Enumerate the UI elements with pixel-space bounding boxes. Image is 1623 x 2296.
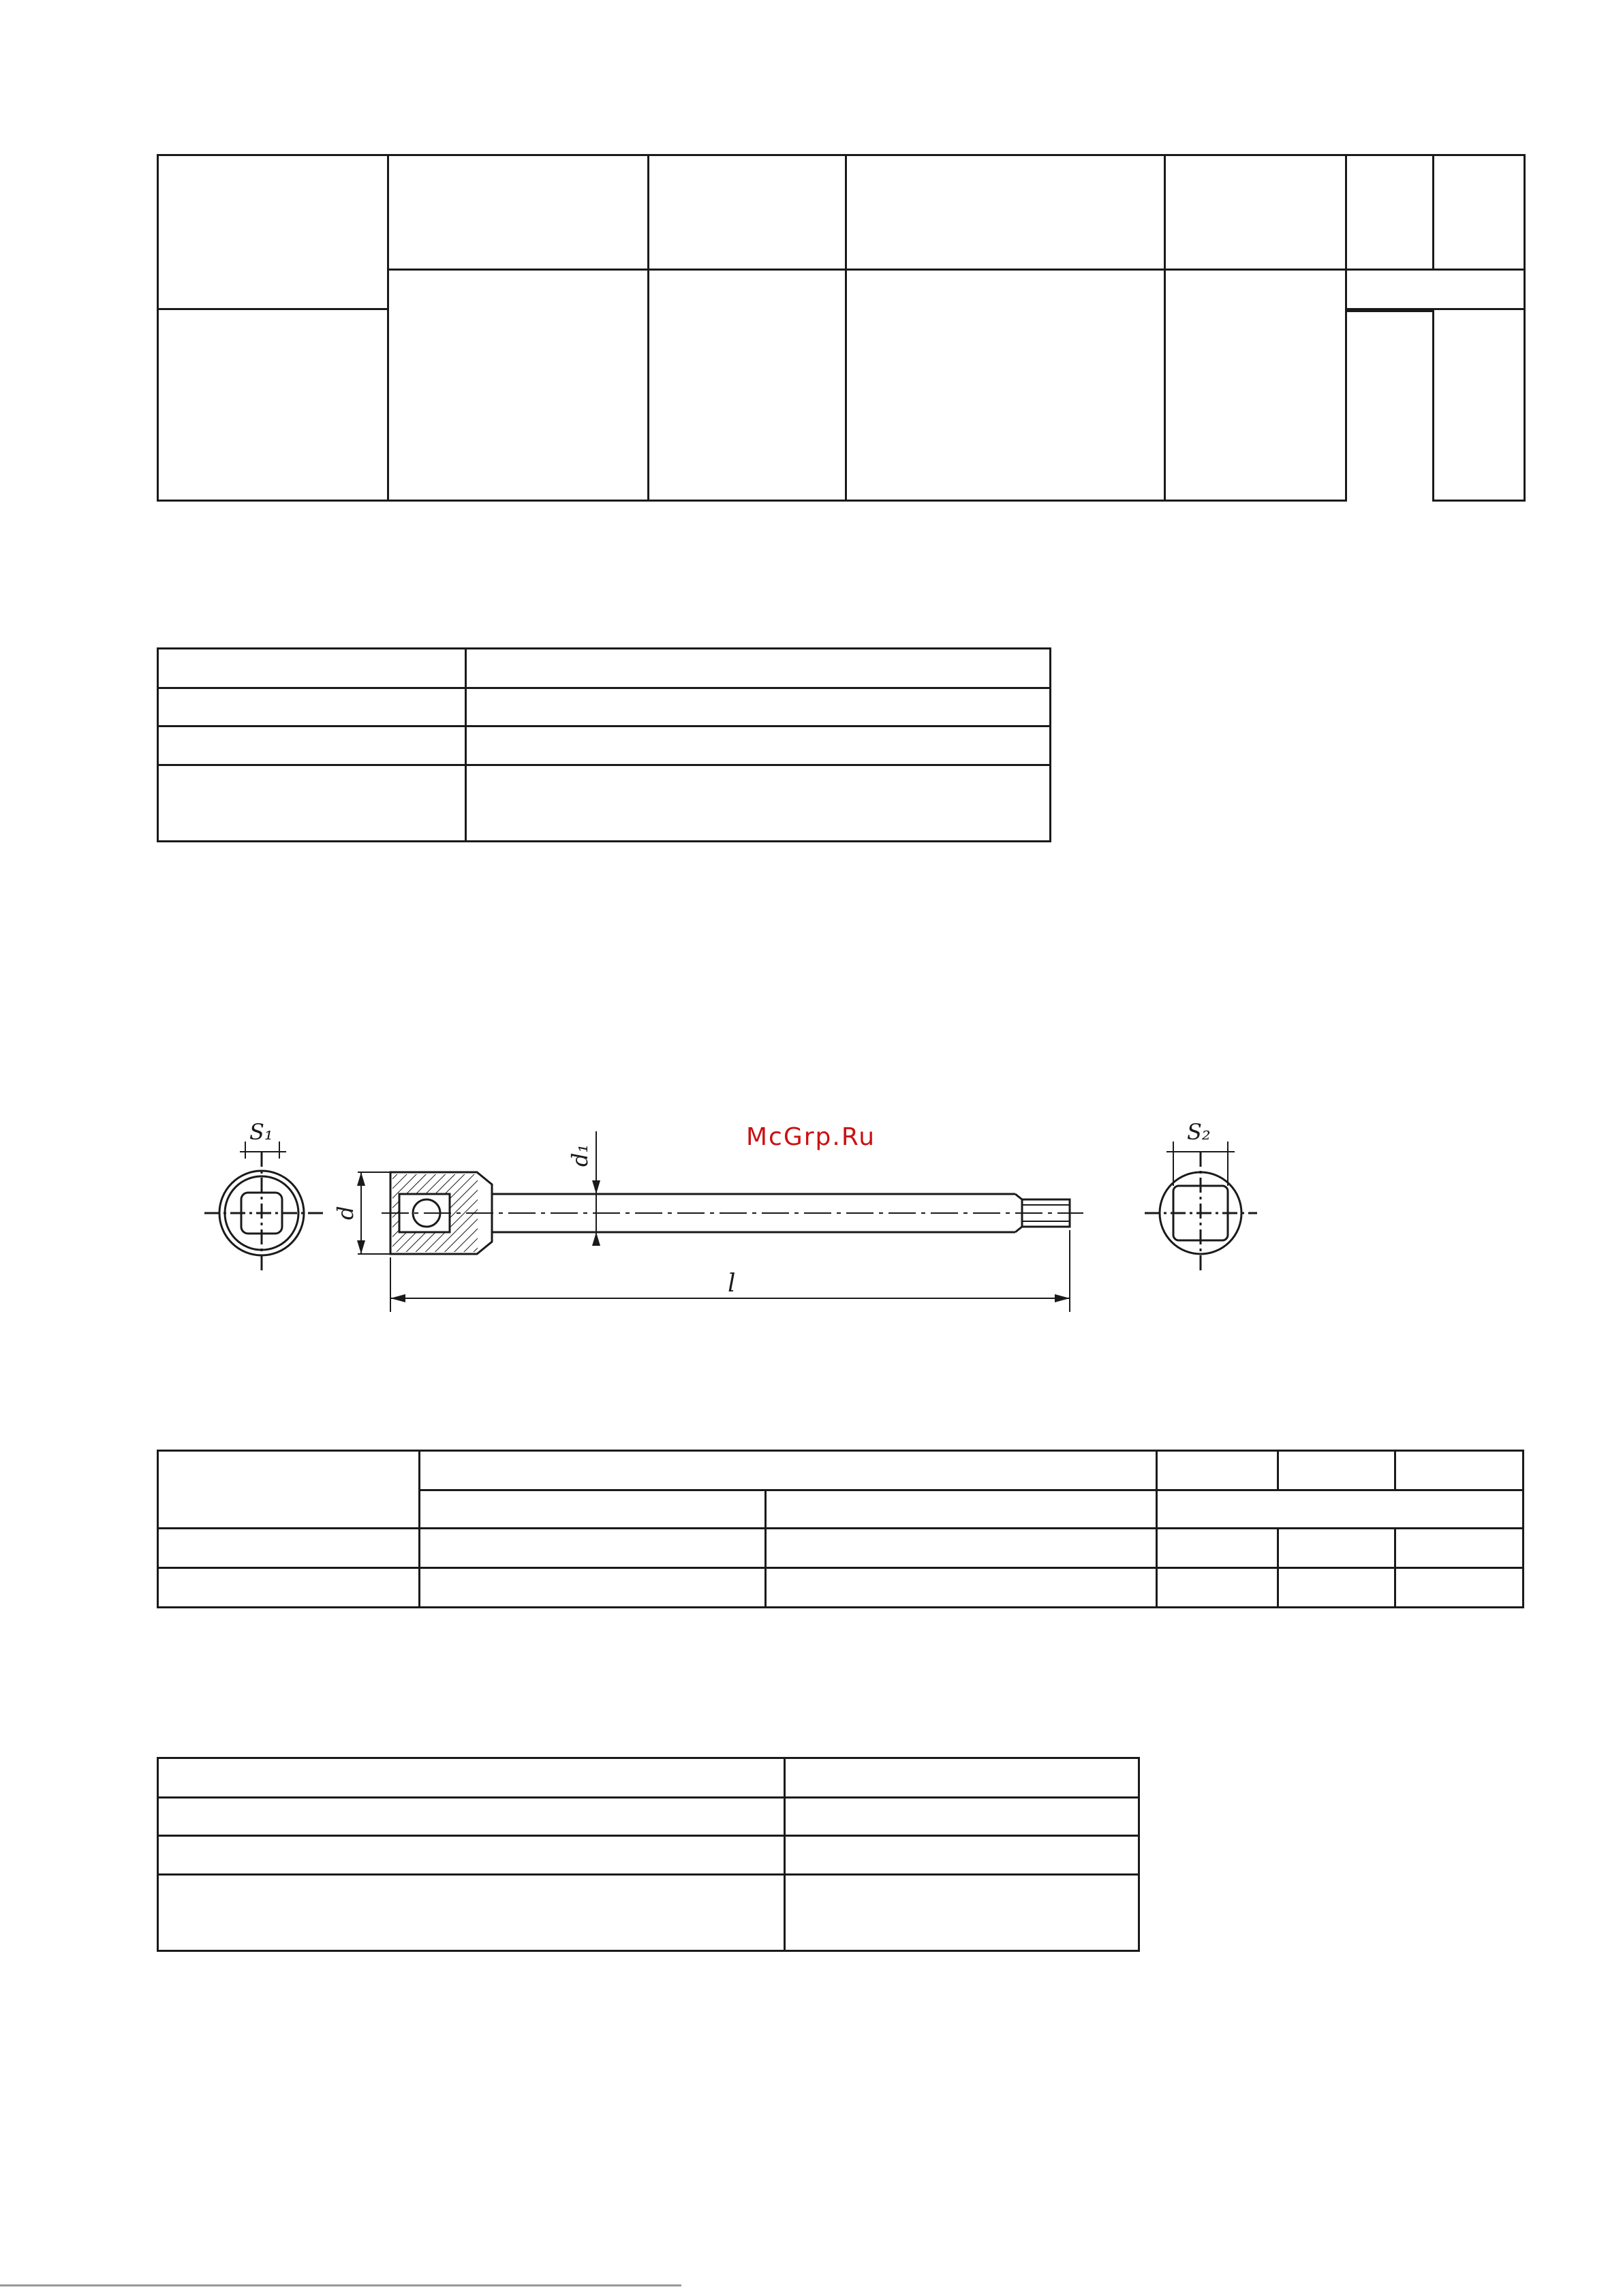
label-l: l	[728, 1270, 736, 1298]
table-3-cell	[420, 1529, 766, 1568]
table-4-cell	[158, 1798, 785, 1836]
table-1-cell	[1165, 270, 1346, 501]
table-3-cell	[766, 1529, 1157, 1568]
table-1-cell	[1346, 155, 1434, 270]
table-4-cell	[785, 1798, 1139, 1836]
table-3-cell	[1157, 1568, 1278, 1608]
table-1-cell	[158, 309, 388, 501]
table-1-cell	[846, 155, 1165, 270]
table-3-cell	[158, 1568, 420, 1608]
table-3-cell	[158, 1451, 420, 1529]
table-2-cell	[466, 649, 1051, 688]
right-end-view	[1145, 1142, 1257, 1274]
table-3-cell	[766, 1490, 1157, 1529]
table-3-cell	[1278, 1451, 1395, 1490]
table-2-cell	[158, 649, 466, 688]
table-1-cell	[388, 270, 649, 501]
table-2-cell	[158, 765, 466, 841]
table-1-cell	[388, 155, 649, 270]
label-d1: d₁	[567, 1144, 593, 1167]
table-1-cell	[649, 155, 846, 270]
table-3-cell	[420, 1451, 1157, 1490]
table-3-cell	[766, 1568, 1157, 1608]
table-3-cell	[1278, 1568, 1395, 1608]
table-3-cell	[1157, 1451, 1278, 1490]
table-4-cell	[785, 1758, 1139, 1798]
table-4-cell	[158, 1836, 785, 1874]
table-1-cell	[1346, 270, 1525, 309]
table-1-cell	[846, 270, 1165, 501]
table-3-cell	[1395, 1529, 1524, 1568]
table-1	[157, 154, 1526, 502]
table-3-cell	[158, 1529, 420, 1568]
table-3-cell	[1157, 1490, 1524, 1529]
table-3-cell	[1395, 1568, 1524, 1608]
table-4-cell	[785, 1836, 1139, 1874]
label-d: d	[333, 1206, 358, 1220]
table-1-cell	[1346, 309, 1434, 311]
table-1-cell	[1434, 309, 1525, 501]
table-3-cell	[420, 1568, 766, 1608]
table-3-cell	[1278, 1529, 1395, 1568]
table-1-cell	[649, 270, 846, 501]
table-2	[157, 647, 1051, 842]
table-2-cell	[158, 726, 466, 765]
table-4-cell	[158, 1758, 785, 1798]
table-2-cell	[158, 688, 466, 726]
extension-bar-drawing	[0, 1063, 1623, 1336]
table-4	[157, 1757, 1140, 1952]
table-4-cell	[158, 1874, 785, 1950]
table-3-cell	[420, 1490, 766, 1529]
table-2-cell	[466, 688, 1051, 726]
table-4-cell	[785, 1874, 1139, 1950]
side-view	[358, 1131, 1083, 1312]
label-s2: S₂	[1187, 1119, 1211, 1145]
table-2-cell	[466, 726, 1051, 765]
left-end-view	[204, 1142, 324, 1271]
watermark: McGrp.Ru	[746, 1123, 876, 1151]
table-1-cell	[1434, 155, 1525, 270]
label-s1: S₁	[249, 1119, 273, 1145]
table-3	[157, 1450, 1524, 1608]
table-2-cell	[466, 765, 1051, 841]
table-3-cell	[1395, 1451, 1524, 1490]
bottom-rule	[0, 2284, 681, 2286]
table-1-cell	[1165, 155, 1346, 270]
table-1-cell	[158, 155, 388, 309]
table-3-cell	[1157, 1529, 1278, 1568]
